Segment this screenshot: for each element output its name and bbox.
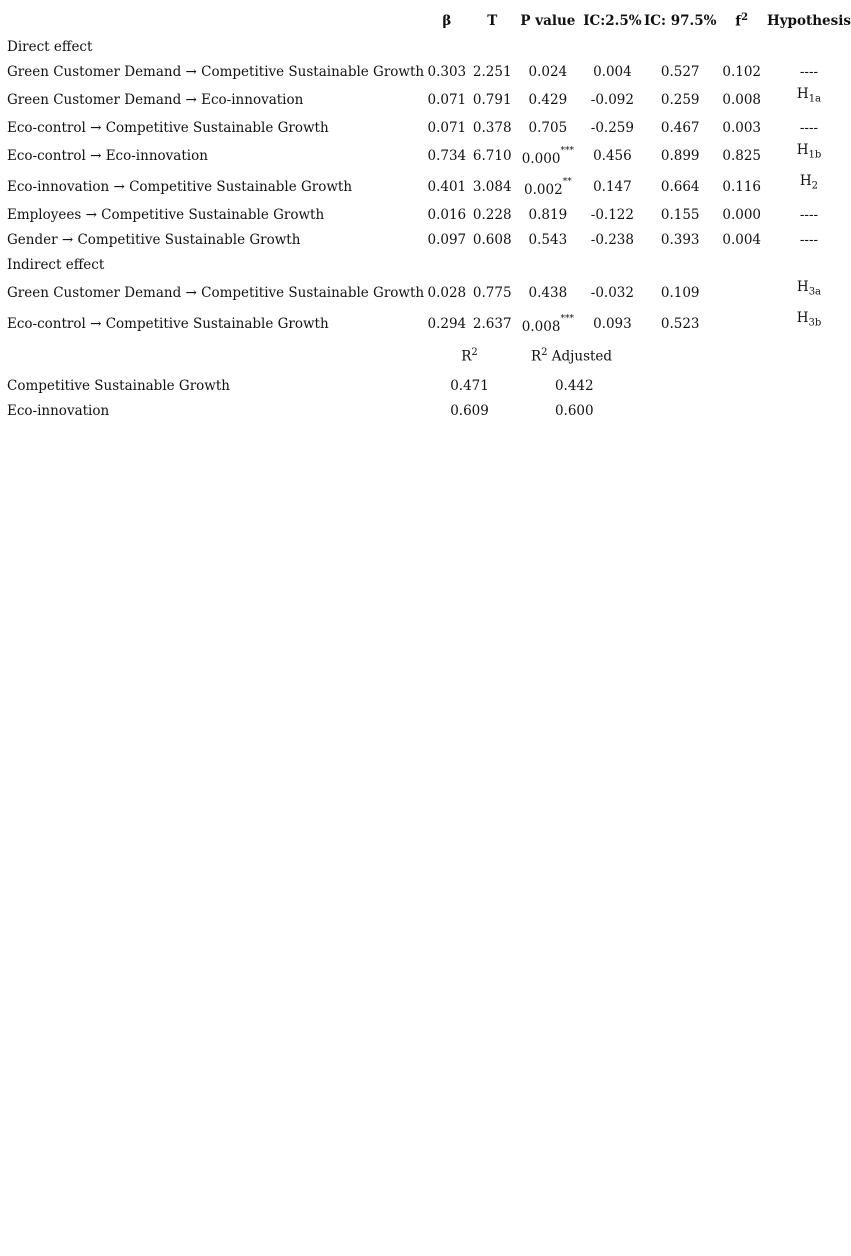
ic-low-value: -0.032	[590, 284, 634, 301]
f2-value: 0.000	[722, 206, 762, 223]
hypothesis	[767, 84, 851, 115]
ic-low-value: -0.259	[590, 119, 634, 136]
p-value-number: 0.008	[521, 318, 561, 335]
beta-value: 0.028	[427, 284, 467, 301]
table-row	[2, 84, 851, 115]
beta-value: 0.734	[427, 147, 467, 164]
f2-value: 0.116	[722, 178, 762, 195]
header-label-blank	[2, 8, 424, 34]
path-label: Green Customer Demand → Competitive Sustainable Growth	[7, 63, 425, 80]
r2-value: 0.471	[450, 377, 489, 394]
hypothesis-base: ----	[799, 63, 819, 80]
r2-adjusted-header	[515, 339, 716, 373]
p-value-number: 0.429	[528, 91, 568, 108]
header-t: T	[487, 13, 498, 29]
p-value	[515, 84, 581, 115]
f2-value: 0.004	[722, 231, 762, 248]
table-row	[2, 277, 851, 308]
r2-value: 0.609	[450, 402, 489, 419]
ic-low-value: 0.147	[593, 178, 632, 195]
t-value: 0.378	[472, 119, 512, 136]
header-f2	[716, 8, 767, 34]
header-hypothesis: Hypothesis	[766, 13, 851, 29]
header-row	[2, 8, 851, 34]
ic-low-value: 0.004	[593, 63, 632, 80]
r2-row	[2, 398, 851, 423]
ic-low-value: 0.093	[593, 315, 632, 332]
hypothesis-label	[799, 173, 819, 192]
beta-value: 0.016	[427, 206, 467, 223]
hypothesis-base: H	[799, 173, 812, 190]
ic-high-value: 0.899	[660, 147, 700, 164]
beta-value: 0.071	[427, 91, 467, 108]
header-p-value: P value	[520, 13, 576, 29]
path-label: Green Customer Demand → Eco-innovation	[7, 91, 304, 108]
table-row	[2, 59, 851, 84]
f2-value	[716, 277, 767, 308]
t-value: 6.710	[472, 147, 512, 164]
f2-value: 0.008	[722, 91, 762, 108]
section-indirect	[2, 252, 851, 277]
table-row	[2, 227, 851, 252]
r2-header-blank	[2, 339, 424, 373]
hypothesis-label	[796, 86, 822, 105]
hypothesis-subscript: 3b	[808, 317, 822, 329]
t-value: 0.791	[472, 91, 512, 108]
ic-high-value: 0.664	[660, 178, 700, 195]
t-value: 3.084	[472, 178, 512, 195]
hypothesis	[767, 202, 851, 227]
hypothesis	[767, 171, 851, 202]
hypothesis-label	[800, 64, 818, 80]
path-label: Eco-control → Competitive Sustainable Growth	[7, 315, 329, 332]
section-title-indirect: Indirect effect	[7, 256, 105, 273]
r2-header-sup: 2	[471, 347, 478, 359]
header-ic-low: IC:2.5%	[583, 13, 642, 29]
hypothesis-base: H	[796, 279, 809, 296]
table-row	[2, 202, 851, 227]
header-f2-base: f	[735, 13, 742, 30]
path-label: Eco-control → Eco-innovation	[7, 147, 208, 164]
p-value	[515, 308, 581, 339]
r2-header-row	[2, 339, 851, 373]
p-value-number: 0.705	[528, 119, 568, 136]
hypothesis-subscript: 1a	[808, 93, 822, 105]
hypothesis-subscript: 2	[811, 180, 819, 192]
f2-value	[716, 308, 767, 339]
p-value	[515, 115, 581, 140]
t-value: 0.608	[472, 231, 512, 248]
hypothesis-base: ----	[799, 206, 819, 223]
p-value	[515, 277, 581, 308]
beta-value: 0.401	[427, 178, 467, 195]
p-value-number: 0.024	[528, 63, 568, 80]
ic-low-value: -0.238	[590, 231, 634, 248]
hypothesis	[767, 227, 851, 252]
ic-high-value: 0.523	[660, 315, 700, 332]
r2-adjusted-sup: 2	[541, 347, 548, 359]
header-f2-sup: 2	[741, 12, 749, 24]
table-row	[2, 171, 851, 202]
significance-stars: ***	[560, 146, 574, 157]
ic-high-value: 0.259	[660, 91, 700, 108]
p-value-number: 0.819	[528, 206, 568, 223]
beta-value: 0.294	[427, 315, 467, 332]
ic-high-value: 0.393	[660, 231, 700, 248]
t-value: 0.228	[472, 206, 512, 223]
beta-value: 0.071	[427, 119, 467, 136]
p-value	[515, 171, 581, 202]
ic-low-value: -0.092	[590, 91, 634, 108]
r2-adjusted-value: 0.442	[554, 377, 594, 394]
ic-high-value: 0.467	[660, 119, 700, 136]
hypothesis-base: H	[796, 86, 809, 103]
f2-value: 0.825	[722, 147, 762, 164]
table-row	[2, 140, 851, 171]
hypothesis-label	[796, 279, 822, 298]
f2-value: 0.003	[722, 119, 762, 136]
ic-high-value: 0.527	[660, 63, 700, 80]
r2-adjusted-value: 0.600	[554, 402, 594, 419]
direct-rows	[2, 59, 851, 252]
r2-row	[2, 373, 851, 398]
p-value	[515, 140, 581, 171]
hypothesis-label	[800, 207, 818, 223]
ic-high-value: 0.155	[660, 206, 700, 223]
hypothesis	[767, 277, 851, 308]
p-value-number: 0.002	[524, 181, 563, 198]
t-value: 2.637	[472, 315, 512, 332]
hypothesis-label	[800, 232, 818, 248]
hypothesis-label	[796, 310, 822, 329]
path-label: Eco-control → Competitive Sustainable Growth	[7, 119, 329, 136]
beta-value: 0.097	[427, 231, 467, 248]
t-value: 0.775	[472, 284, 512, 301]
indirect-rows	[2, 277, 851, 339]
hypothesis-base: H	[796, 142, 809, 159]
p-value-number: 0.543	[528, 231, 568, 248]
p-value-number: 0.000	[521, 150, 561, 167]
hypothesis-label	[800, 120, 818, 136]
path-label: Eco-innovation → Competitive Sustainable Growth	[7, 178, 353, 195]
p-value	[515, 227, 581, 252]
r2-rows	[2, 373, 851, 423]
table-row	[2, 308, 851, 339]
construct-label: Competitive Sustainable Growth	[7, 377, 230, 394]
hypothesis-subscript: 3a	[808, 286, 822, 298]
section-title-direct: Direct effect	[7, 38, 93, 55]
hypothesis-base: ----	[799, 231, 819, 248]
hypothesis	[767, 115, 851, 140]
ic-low-value: -0.122	[590, 206, 634, 223]
t-value: 2.251	[472, 63, 512, 80]
results-table	[2, 8, 851, 423]
p-value-number: 0.438	[528, 284, 568, 301]
hypothesis-base: H	[796, 310, 809, 327]
hypothesis	[767, 140, 851, 171]
section-direct	[2, 34, 851, 59]
ic-high-value: 0.109	[660, 284, 700, 301]
hypothesis-label	[796, 142, 822, 161]
hypothesis	[767, 59, 851, 84]
header-beta: β	[442, 13, 452, 29]
r2-adjusted-base: R	[530, 348, 542, 365]
p-value	[515, 59, 581, 84]
r2-adjusted-suffix: Adjusted	[547, 348, 613, 365]
significance-stars: **	[562, 177, 572, 188]
path-label: Green Customer Demand → Competitive Sustainable Growth	[7, 284, 425, 301]
p-value	[515, 202, 581, 227]
hypothesis-base: ----	[799, 119, 819, 136]
beta-value: 0.303	[427, 63, 467, 80]
path-label: Gender → Competitive Sustainable Growth	[7, 231, 301, 248]
hypothesis-subscript: 1b	[808, 149, 822, 161]
r2-header-base: R	[461, 348, 472, 365]
ic-low-value: 0.456	[593, 147, 632, 164]
r2-header	[424, 339, 515, 373]
header-ic-high: IC: 97.5%	[643, 13, 717, 29]
significance-stars: ***	[560, 314, 574, 325]
f2-value: 0.102	[722, 63, 762, 80]
path-label: Employees → Competitive Sustainable Growth	[7, 206, 325, 223]
construct-label: Eco-innovation	[7, 402, 110, 419]
hypothesis	[767, 308, 851, 339]
table-row	[2, 115, 851, 140]
